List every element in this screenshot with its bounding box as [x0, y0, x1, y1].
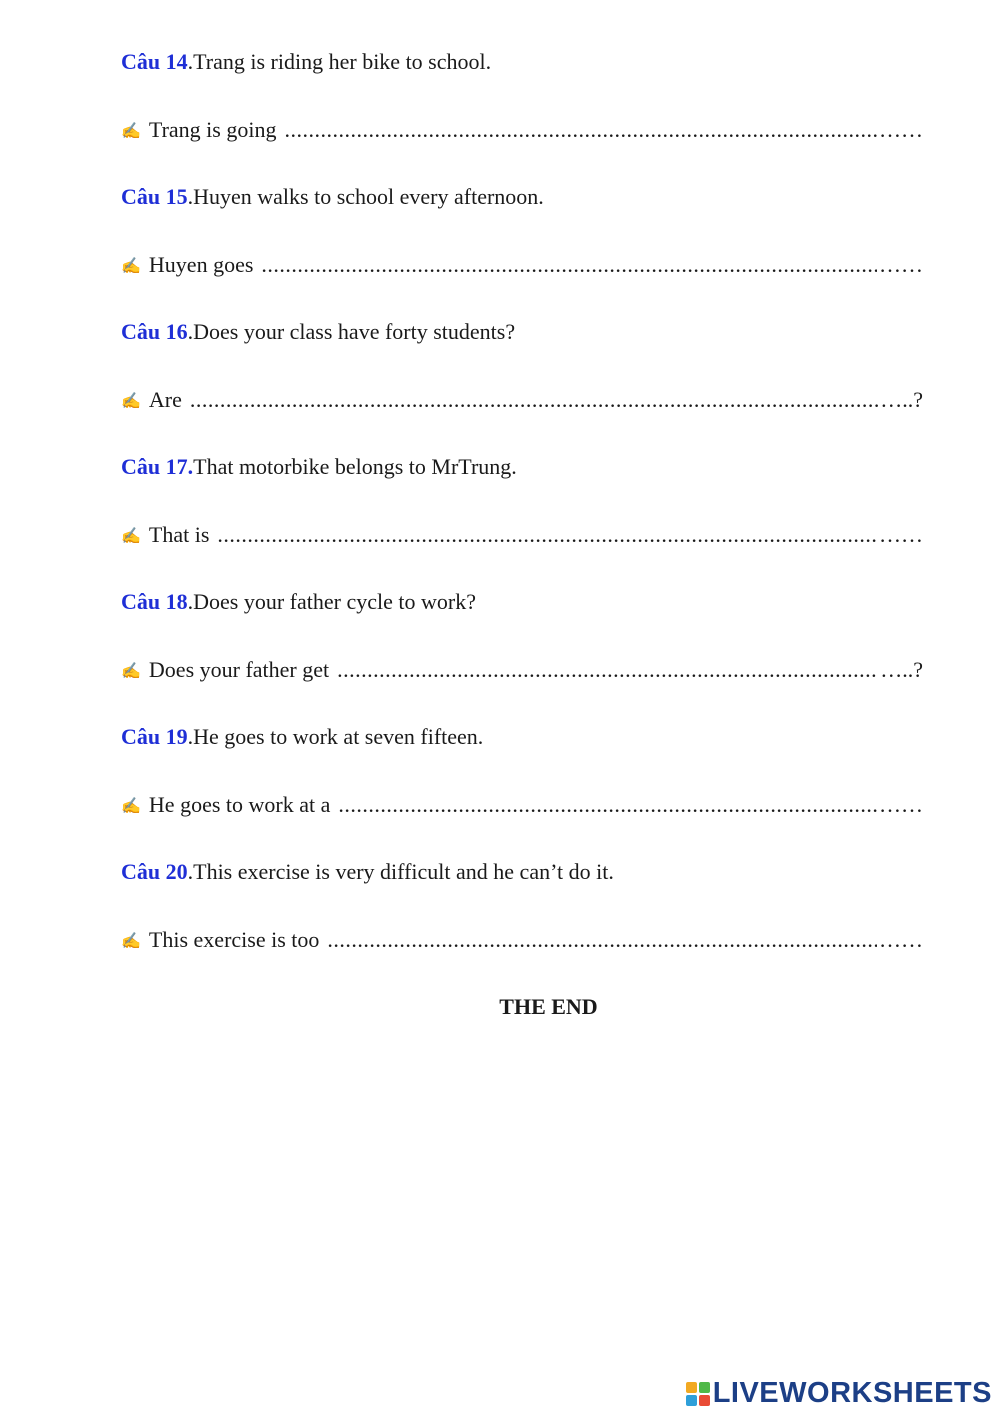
answer-input-14[interactable]: [284, 116, 877, 140]
answer-prompt: Are: [148, 387, 182, 412]
answer-ending: …..?: [880, 387, 923, 412]
answer-ending: ……: [879, 252, 923, 277]
answer-input-19[interactable]: [338, 791, 877, 815]
question-label: Câu 20: [121, 859, 188, 884]
answer-ending: ……: [879, 927, 923, 952]
answer-line-19: [121, 791, 923, 822]
question-sentence: .Does your father cycle to work?: [187, 589, 476, 614]
answer-line-18: [121, 656, 923, 687]
writing-hand-icon: ✍: [121, 258, 141, 275]
answer-prompt: Trang is going: [148, 117, 277, 142]
question-sentence: .Does your class have forty students?: [187, 319, 516, 344]
writing-hand-icon: ✍: [121, 123, 141, 140]
answer-ending: ……: [879, 792, 923, 817]
writing-hand-icon: ✍: [121, 933, 141, 950]
question-sentence: .He goes to work at seven fifteen.: [187, 724, 484, 749]
question-label: Câu 14: [121, 49, 188, 74]
answer-line-20: [121, 926, 923, 957]
answer-ending: …..?: [880, 657, 923, 682]
answer-prompt: He goes to work at a: [148, 792, 331, 817]
answer-input-17[interactable]: [217, 521, 877, 545]
question-label: Câu 19: [121, 724, 188, 749]
question-label: Câu 17.: [121, 454, 194, 479]
question-18: [121, 588, 923, 616]
answer-line-14: [121, 116, 923, 147]
answer-line-16: [121, 386, 923, 417]
liveworksheets-logo-icon: [686, 1382, 710, 1406]
answer-input-15[interactable]: [261, 251, 877, 275]
the-end-heading: THE END: [499, 994, 598, 1019]
question-sentence: .Huyen walks to school every afternoon.: [187, 184, 544, 209]
question-19: [121, 723, 923, 751]
liveworksheets-brand[interactable]: [686, 1377, 992, 1410]
question-sentence: .Trang is riding her bike to school.: [187, 49, 492, 74]
question-label: Câu 16: [121, 319, 188, 344]
brand-name: LIVEWORKSHEETS: [712, 1377, 992, 1409]
writing-hand-icon: ✍: [121, 663, 141, 680]
writing-hand-icon: ✍: [121, 798, 141, 815]
answer-input-20[interactable]: [327, 926, 877, 950]
question-15: [121, 183, 923, 211]
answer-ending: ……: [879, 117, 923, 142]
answer-prompt: This exercise is too: [148, 927, 320, 952]
question-16: [121, 318, 923, 346]
answer-line-15: [121, 251, 923, 282]
answer-prompt: That is: [148, 522, 210, 547]
question-14: [121, 48, 923, 76]
answer-prompt: Does your father get: [148, 657, 330, 682]
question-20: [121, 858, 923, 886]
question-17: [121, 453, 923, 481]
answer-input-16[interactable]: [190, 386, 878, 410]
question-label: Câu 18: [121, 589, 188, 614]
answer-prompt: Huyen goes: [148, 252, 254, 277]
answer-line-17: [121, 521, 923, 552]
question-sentence: That motorbike belongs to MrTrung.: [193, 454, 517, 479]
answer-ending: ……: [879, 522, 923, 547]
question-sentence: .This exercise is very difficult and he can’t do it.: [187, 859, 614, 884]
writing-hand-icon: ✍: [121, 528, 141, 545]
answer-input-18[interactable]: [337, 656, 878, 680]
question-label: Câu 15: [121, 184, 188, 209]
writing-hand-icon: ✍: [121, 393, 141, 410]
